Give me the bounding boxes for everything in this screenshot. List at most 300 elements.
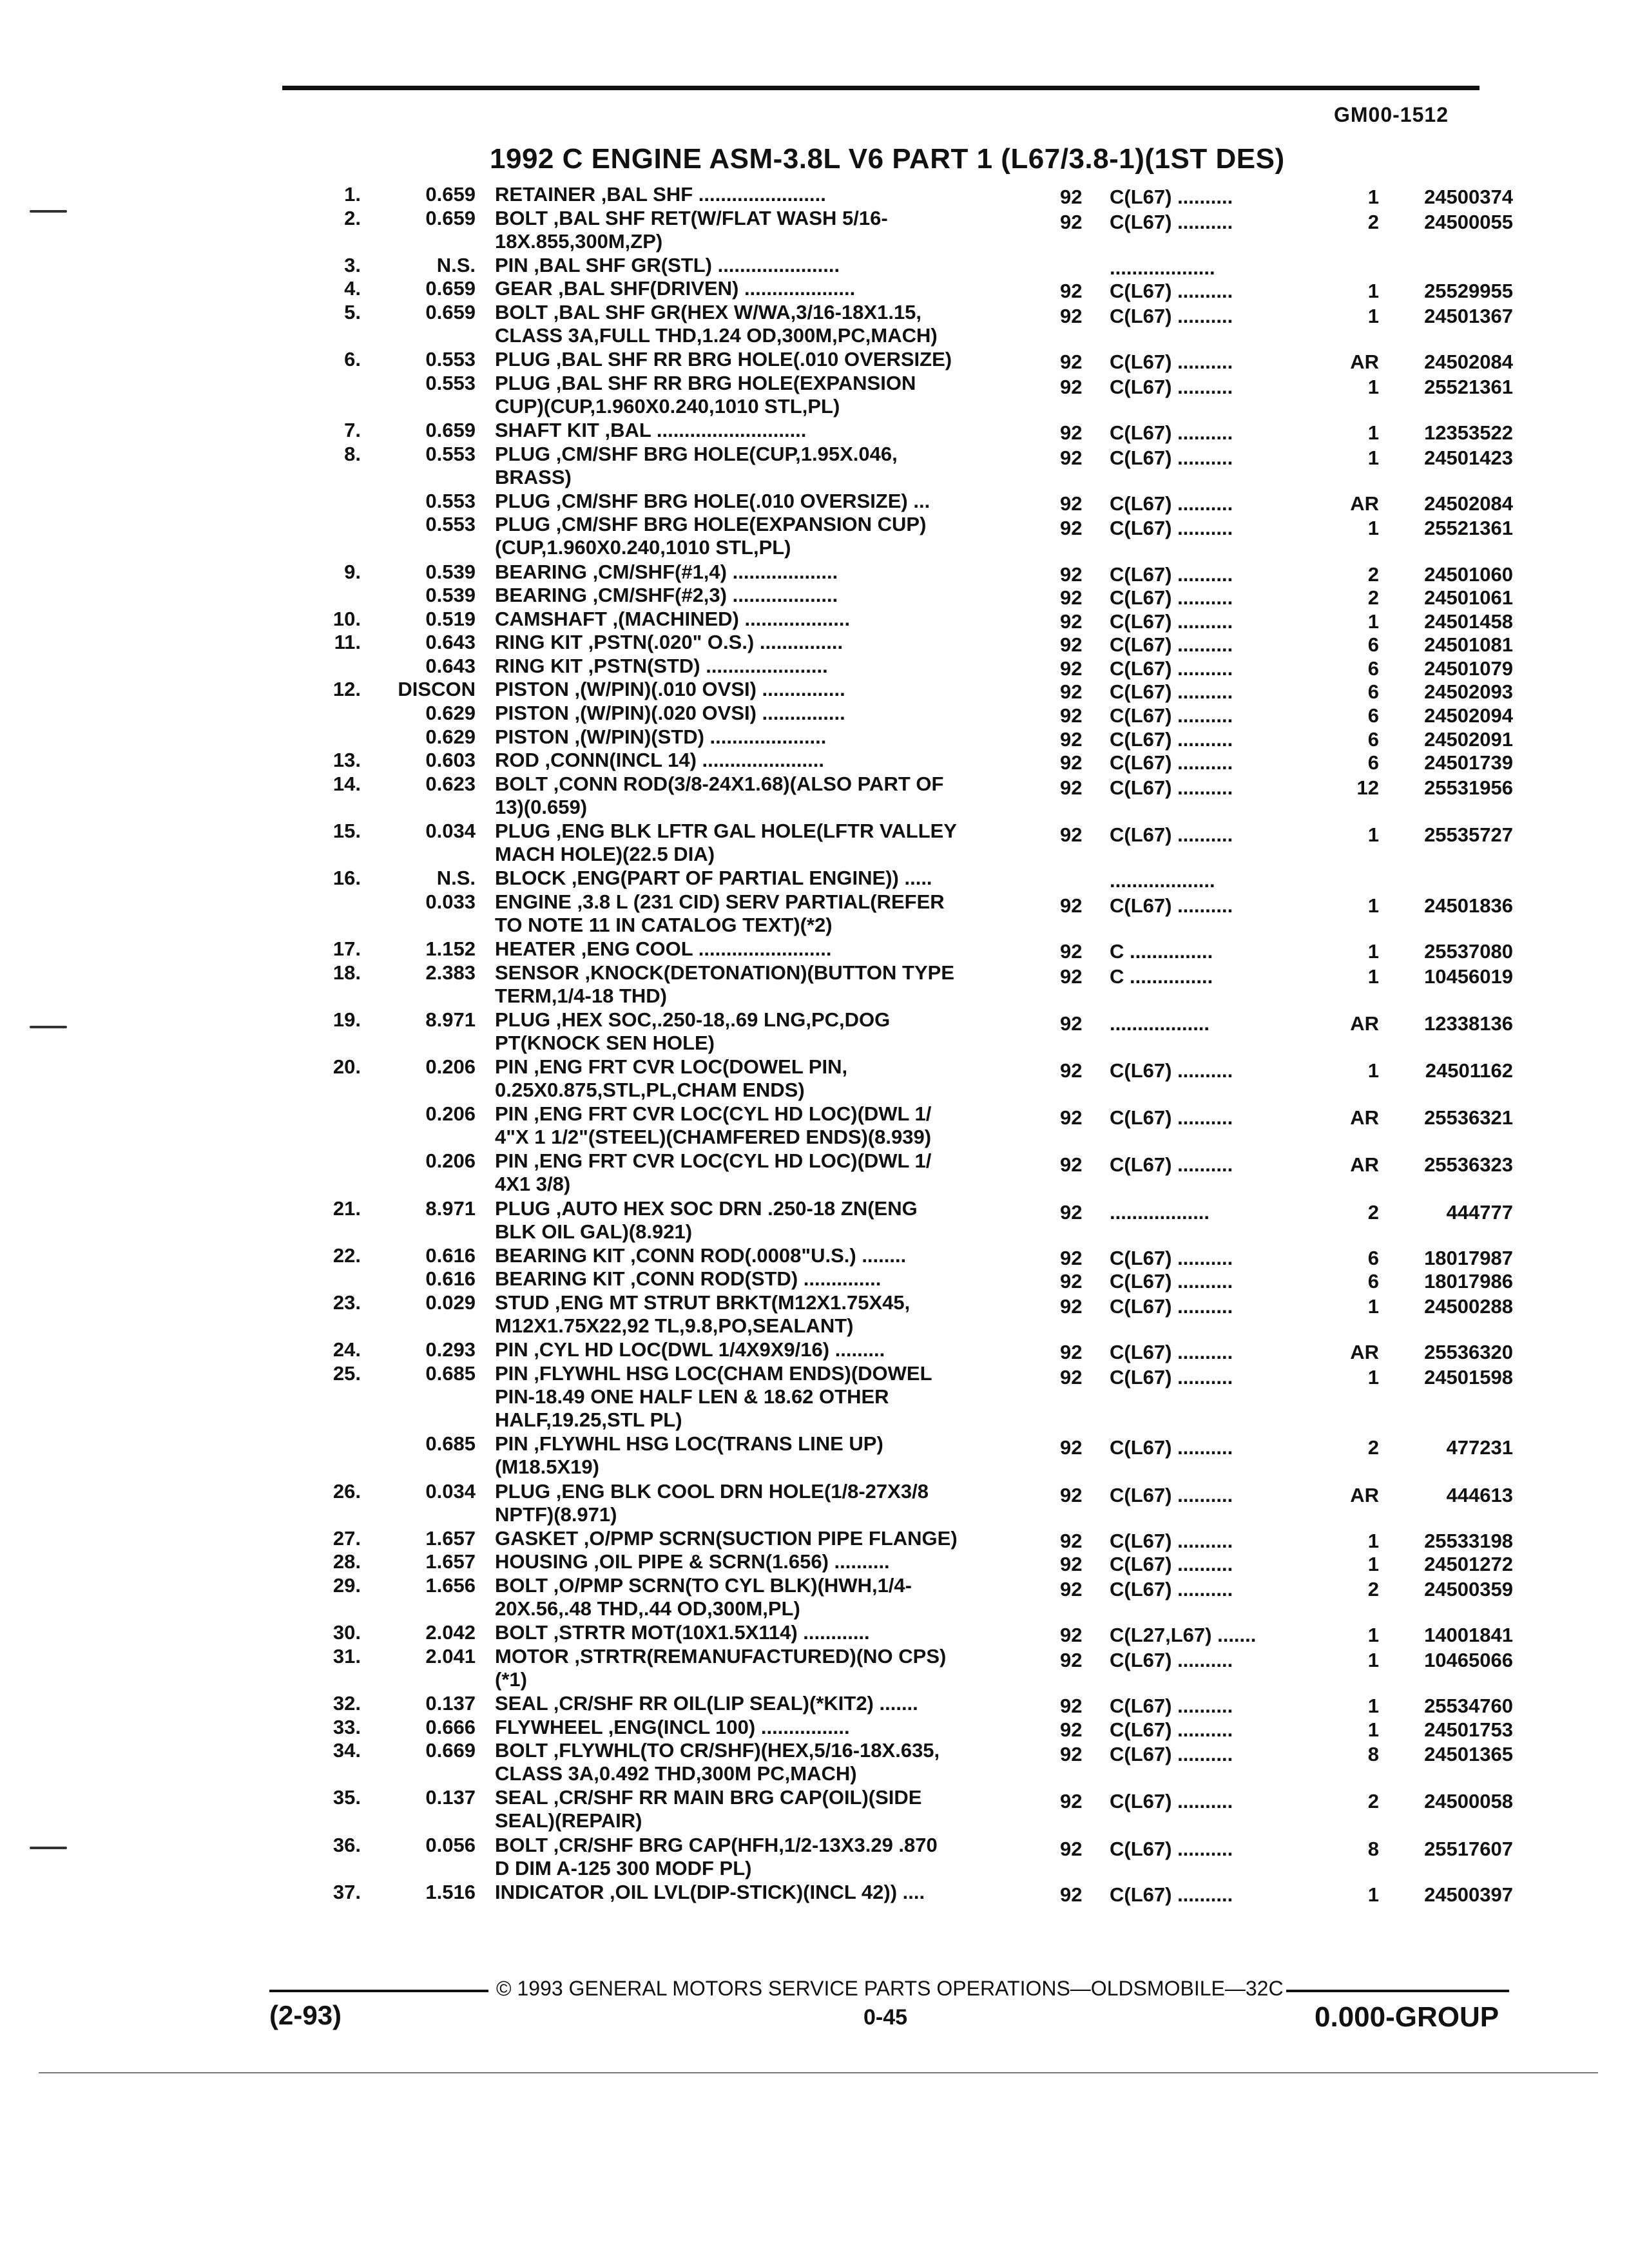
description-line: SHAFT KIT ,BAL ........................... — [495, 418, 807, 441]
usage-code: C(L67) .......... — [1110, 657, 1233, 680]
group-number: 0.553 — [425, 513, 476, 536]
usage-code: C(L67) .......... — [1110, 492, 1233, 515]
item-number: 25. — [333, 1361, 361, 1385]
table-row — [0, 254, 1629, 278]
part-description — [495, 561, 1010, 584]
group-number: N.S. — [436, 867, 476, 890]
usage-code: C(L67) .......... — [1110, 1270, 1233, 1293]
usage-code: C(L67) .......... — [1110, 1648, 1233, 1671]
part-number: 24501365 — [1424, 1743, 1513, 1766]
part-number: 24501423 — [1424, 446, 1513, 469]
part-number: 24502093 — [1424, 680, 1513, 704]
part-description — [495, 1480, 1010, 1526]
description-line: TO NOTE 11 IN CATALOG TEXT)(*2) — [495, 913, 833, 936]
description-line: M12X1.75X22,92 TL,9.8,PO,SEALANT) — [495, 1314, 854, 1337]
description-line: 0.25X0.875,STL,PL,CHAM ENDS) — [495, 1078, 805, 1101]
quantity: 6 — [1367, 704, 1379, 727]
part-number: 25534760 — [1424, 1695, 1513, 1718]
part-description — [495, 1432, 1010, 1479]
part-number: 24501061 — [1424, 586, 1513, 610]
usage-code: C(L67) .......... — [1110, 751, 1233, 774]
item-number: 8. — [344, 442, 361, 465]
part-number: 24501836 — [1424, 894, 1513, 917]
model-year: 92 — [1060, 1837, 1083, 1860]
part-description — [495, 1244, 1010, 1267]
description-line: INDICATOR ,OIL LVL(DIP-STICK)(INCL 42)) .... — [495, 1880, 925, 1903]
item-number: 24. — [333, 1338, 361, 1361]
table-row — [0, 961, 1629, 1008]
part-description — [495, 749, 1010, 772]
group-number: 8.971 — [425, 1008, 476, 1031]
quantity: AR — [1350, 1483, 1379, 1506]
table-row — [0, 207, 1629, 254]
group-number: 0.603 — [425, 749, 476, 772]
model-year: 92 — [1060, 280, 1083, 303]
group-number: N.S. — [436, 253, 476, 276]
description-line: BEARING ,CM/SHF(#1,4) ................... — [495, 560, 838, 583]
quantity: 1 — [1367, 823, 1379, 847]
table-row — [0, 1527, 1629, 1551]
description-line: BEARING ,CM/SHF(#2,3) ................... — [495, 584, 838, 607]
quantity: 1 — [1367, 1059, 1379, 1082]
table-row — [0, 726, 1629, 749]
description-line: HOUSING ,OIL PIPE & SCRN(1.656) .......... — [495, 1550, 890, 1573]
table-row — [0, 749, 1629, 773]
part-description — [495, 961, 1010, 1008]
quantity: 1 — [1367, 1529, 1379, 1552]
group-number: 0.206 — [425, 1102, 476, 1126]
model-year: 92 — [1060, 210, 1083, 233]
model-year: 92 — [1060, 823, 1083, 847]
description-line: (M18.5X19) — [495, 1456, 599, 1479]
usage-code: C(L67) .......... — [1110, 680, 1233, 704]
quantity: AR — [1350, 1341, 1379, 1364]
part-number: 10456019 — [1424, 965, 1513, 988]
description-line: PLUG ,ENG BLK LFTR GAL HOLE(LFTR VALLEY — [495, 820, 957, 843]
item-number: 14. — [333, 772, 361, 795]
part-number: 24502084 — [1424, 492, 1513, 515]
description-line: PT(KNOCK SEN HOLE) — [495, 1031, 715, 1054]
item-number: 29. — [333, 1574, 361, 1597]
quantity: 2 — [1367, 210, 1379, 233]
usage-code: C(L67) .......... — [1110, 586, 1233, 610]
part-number: 25536323 — [1424, 1153, 1513, 1177]
table-row — [0, 513, 1629, 560]
part-description — [495, 1692, 1010, 1715]
quantity: 8 — [1367, 1743, 1379, 1766]
group-number: 0.643 — [425, 631, 476, 654]
item-number: 13. — [333, 749, 361, 772]
group-number: 2.041 — [425, 1644, 476, 1667]
description-line: PLUG ,BAL SHF RR BRG HOLE(EXPANSION — [495, 371, 916, 394]
group-number: 2.042 — [425, 1621, 476, 1644]
model-year: 92 — [1060, 1883, 1083, 1906]
part-number: 24500374 — [1424, 186, 1513, 208]
item-number: 21. — [333, 1196, 361, 1220]
description-line: PLUG ,HEX SOC,.250-18,.69 LNG,PC,DOG — [495, 1008, 891, 1031]
group-number: 0.669 — [425, 1739, 476, 1762]
quantity: 1 — [1367, 446, 1379, 469]
model-year: 92 — [1060, 1294, 1083, 1318]
description-line: (CUP,1.960X0.240,1010 STL,PL) — [495, 536, 791, 559]
table-row — [0, 1055, 1629, 1102]
part-number: 24501162 — [1425, 1059, 1513, 1082]
item-number: 20. — [333, 1055, 361, 1078]
group-number: 0.206 — [425, 1149, 476, 1173]
usage-code: C(L67) .......... — [1110, 446, 1233, 469]
quantity: 1 — [1367, 1553, 1379, 1576]
table-row — [0, 1432, 1629, 1479]
table-row — [0, 1008, 1629, 1055]
table-row — [0, 419, 1629, 443]
usage-code: C(L67) .......... — [1110, 1483, 1233, 1506]
part-description — [495, 490, 1010, 513]
part-number: 25517607 — [1424, 1837, 1513, 1860]
quantity: 2 — [1367, 1436, 1379, 1459]
usage-code: ................... — [1110, 869, 1215, 892]
table-row — [0, 1692, 1629, 1716]
part-number: 18017986 — [1424, 1270, 1513, 1293]
group-number: 0.034 — [425, 1479, 476, 1503]
group-number: 0.137 — [425, 1786, 476, 1809]
usage-code: C(L67) .......... — [1110, 823, 1233, 847]
item-number: 12. — [333, 678, 361, 701]
model-year: 92 — [1060, 633, 1083, 657]
model-year: 92 — [1060, 704, 1083, 727]
description-line: HEATER ,ENG COOL ........................ — [495, 937, 832, 960]
description-line: RING KIT ,PSTN(STD) ...................... — [495, 654, 828, 677]
description-line: TERM,1/4-18 THD) — [495, 984, 667, 1007]
part-description — [495, 867, 1010, 890]
group-number: 0.666 — [425, 1715, 476, 1738]
description-line: MOTOR ,STRTR(REMANUFACTURED)(NO CPS) — [495, 1644, 947, 1667]
description-line: 20X.56,.48 THD,.44 OD,300M,PL) — [495, 1597, 800, 1620]
model-year: 92 — [1060, 751, 1083, 774]
quantity: 1 — [1367, 1624, 1379, 1647]
description-line: SEAL ,CR/SHF RR MAIN BRG CAP(OIL)(SIDE — [495, 1786, 922, 1809]
usage-code: C(L67) .......... — [1110, 1578, 1233, 1601]
part-number: 24501367 — [1424, 304, 1513, 327]
usage-code: C(L27,L67) ....... — [1110, 1624, 1257, 1647]
item-number: 19. — [333, 1008, 361, 1031]
model-year: 92 — [1060, 1246, 1083, 1269]
table-row — [0, 490, 1629, 514]
part-number: 18017987 — [1424, 1246, 1513, 1269]
item-number: 33. — [333, 1715, 361, 1738]
table-row — [0, 631, 1629, 655]
quantity: 1 — [1367, 610, 1379, 633]
part-number: 14001841 — [1424, 1624, 1513, 1647]
part-description — [495, 1338, 1010, 1361]
part-description — [495, 773, 1010, 819]
footer-rule-right — [1286, 1990, 1509, 1992]
group-number: 0.539 — [425, 560, 476, 583]
part-description — [495, 1527, 1010, 1550]
table-row — [0, 277, 1629, 301]
part-number: 10465066 — [1424, 1648, 1513, 1671]
usage-code: C(L67) .......... — [1110, 776, 1233, 799]
quantity: 1 — [1367, 186, 1379, 208]
item-number: 5. — [344, 300, 361, 323]
group-number: 1.657 — [425, 1526, 476, 1550]
part-description — [495, 1834, 1010, 1880]
quantity: AR — [1350, 492, 1379, 515]
item-number: 27. — [333, 1526, 361, 1550]
description-line: PIN ,ENG FRT CVR LOC(CYL HD LOC)(DWL 1/ — [495, 1149, 932, 1173]
part-description — [495, 631, 1010, 654]
table-row — [0, 1244, 1629, 1268]
table-row — [0, 1338, 1629, 1362]
description-line: RING KIT ,PSTN(.020" O.S.) ............... — [495, 631, 843, 654]
table-row — [0, 655, 1629, 678]
model-year: 92 — [1060, 351, 1083, 374]
item-number: 4. — [344, 277, 361, 300]
usage-code: C ............... — [1110, 940, 1213, 963]
group-number: 0.033 — [425, 890, 476, 913]
usage-code: C(L67) .......... — [1110, 517, 1233, 540]
description-line: CAMSHAFT ,(MACHINED) ................... — [495, 607, 851, 630]
quantity: 6 — [1367, 680, 1379, 704]
model-year: 92 — [1060, 1436, 1083, 1459]
part-description — [495, 655, 1010, 678]
item-number: 32. — [333, 1692, 361, 1715]
group-number: 0.539 — [425, 584, 476, 607]
description-line: 13)(0.659) — [495, 795, 588, 818]
part-number: 25536321 — [1424, 1106, 1513, 1129]
model-year: 92 — [1060, 1624, 1083, 1647]
group-number: 0.553 — [425, 348, 476, 371]
group-number: 0.137 — [425, 1692, 476, 1715]
model-year: 92 — [1060, 1790, 1083, 1813]
part-description — [495, 183, 1010, 206]
item-number: 6. — [344, 348, 361, 371]
item-number: 3. — [344, 253, 361, 276]
table-row — [0, 561, 1629, 584]
usage-code: C(L67) .......... — [1110, 210, 1233, 233]
part-description — [495, 372, 1010, 418]
part-description — [495, 726, 1010, 749]
group-number: 0.659 — [425, 206, 476, 229]
usage-code: C(L67) .......... — [1110, 894, 1233, 917]
usage-code: C(L67) .......... — [1110, 1106, 1233, 1129]
usage-code: C(L67) .......... — [1110, 1718, 1233, 1741]
part-number: 25529955 — [1424, 280, 1513, 303]
description-line: PISTON ,(W/PIN)(.010 OVSI) ............... — [495, 678, 845, 701]
description-line: PLUG ,CM/SHF BRG HOLE(.010 OVERSIZE) ... — [495, 489, 930, 512]
usage-code: C(L67) .......... — [1110, 1529, 1233, 1552]
description-line: BEARING KIT ,CONN ROD(.0008"U.S.) ........ — [495, 1244, 907, 1267]
group-number: 0.659 — [425, 277, 476, 300]
part-number: 25521361 — [1424, 375, 1513, 398]
description-line: 4"X 1 1/2"(STEEL)(CHAMFERED ENDS)(8.939) — [495, 1126, 932, 1149]
part-number: 24500359 — [1424, 1578, 1513, 1601]
table-row — [0, 348, 1629, 372]
part-description — [495, 348, 1010, 371]
part-number: 25537080 — [1424, 940, 1513, 963]
usage-code: C(L67) .......... — [1110, 1743, 1233, 1766]
table-row — [0, 1149, 1629, 1196]
description-line: GEAR ,BAL SHF(DRIVEN) .................... — [495, 277, 856, 300]
description-line: HALF,19.25,STL PL) — [495, 1408, 682, 1431]
table-row — [0, 1716, 1629, 1740]
description-line: BOLT ,CR/SHF BRG CAP(HFH,1/2-13X3.29 .870 — [495, 1833, 938, 1856]
usage-code: C(L67) .......... — [1110, 1436, 1233, 1459]
quantity: 1 — [1367, 304, 1379, 327]
quantity: 1 — [1367, 965, 1379, 988]
part-description — [495, 820, 1010, 866]
model-year: 92 — [1060, 776, 1083, 799]
quantity: 1 — [1367, 280, 1379, 303]
part-description — [495, 1574, 1010, 1620]
description-line: CLASS 3A,0.492 THD,300M PC,MACH) — [495, 1762, 857, 1785]
table-row — [0, 1480, 1629, 1527]
usage-code: C(L67) .......... — [1110, 375, 1233, 398]
description-line: BEARING KIT ,CONN ROD(STD) .............. — [495, 1267, 882, 1291]
group-number: 0.616 — [425, 1267, 476, 1291]
part-description — [495, 1008, 1010, 1055]
part-description — [495, 678, 1010, 701]
part-number: 24500288 — [1424, 1294, 1513, 1318]
description-line: PIN ,FLYWHL HSG LOC(TRANS LINE UP) — [495, 1432, 883, 1456]
item-number: 11. — [334, 631, 361, 654]
table-row — [0, 1786, 1629, 1833]
description-line: GASKET ,O/PMP SCRN(SUCTION PIPE FLANGE) — [495, 1526, 958, 1550]
part-number: 24500055 — [1424, 210, 1513, 233]
description-line: BRASS) — [495, 465, 572, 488]
table-row — [0, 1645, 1629, 1692]
item-number: 36. — [333, 1833, 361, 1856]
model-year: 92 — [1060, 1578, 1083, 1601]
description-line: PIN-18.49 ONE HALF LEN & 18.62 OTHER — [495, 1385, 889, 1408]
table-row — [0, 1267, 1629, 1291]
model-year: 92 — [1060, 1529, 1083, 1552]
item-number: 28. — [333, 1550, 361, 1573]
table-row — [0, 608, 1629, 631]
item-number: 26. — [333, 1479, 361, 1503]
group-number: 0.029 — [425, 1291, 476, 1314]
item-number: 7. — [344, 418, 361, 441]
quantity: 1 — [1367, 421, 1379, 444]
model-year: 92 — [1060, 446, 1083, 469]
model-year: 92 — [1060, 940, 1083, 963]
usage-code: C(L67) .......... — [1110, 1365, 1233, 1389]
table-row — [0, 773, 1629, 820]
description-line: RETAINER ,BAL SHF ....................... — [495, 183, 826, 206]
part-description — [495, 1645, 1010, 1691]
part-description — [495, 277, 1010, 300]
catalog-code: GM00-1512 — [1334, 103, 1449, 126]
part-number: 25536320 — [1424, 1341, 1513, 1364]
part-number: 477231 — [1446, 1436, 1513, 1459]
quantity: 1 — [1367, 1718, 1379, 1741]
model-year: 92 — [1060, 517, 1083, 540]
usage-code: C(L67) .......... — [1110, 1883, 1233, 1906]
part-number: 12338136 — [1424, 1012, 1513, 1035]
model-year: 92 — [1060, 894, 1083, 917]
description-line: PLUG ,CM/SHF BRG HOLE(EXPANSION CUP) — [495, 513, 927, 536]
quantity: 6 — [1367, 751, 1379, 774]
usage-code: C(L67) .......... — [1110, 1837, 1233, 1860]
group-number: 0.034 — [425, 820, 476, 843]
quantity: AR — [1350, 1106, 1379, 1129]
table-row — [0, 584, 1629, 608]
table-row — [0, 1881, 1629, 1905]
group-number: 0.519 — [425, 607, 476, 630]
part-number: 25535727 — [1424, 823, 1513, 847]
quantity: 1 — [1367, 1365, 1379, 1389]
quantity: AR — [1350, 1153, 1379, 1177]
usage-code: C(L67) .......... — [1110, 704, 1233, 727]
description-line: CUP)(CUP,1.960X0.240,1010 STL,PL) — [495, 394, 840, 418]
model-year: 92 — [1060, 375, 1083, 398]
quantity: 6 — [1367, 1270, 1379, 1293]
group-number: 1.152 — [425, 937, 476, 960]
description-line: BLK OIL GAL)(8.921) — [495, 1220, 693, 1243]
description-line: PIN ,BAL SHF GR(STL) ...................... — [495, 253, 840, 276]
part-number: 444613 — [1446, 1483, 1513, 1506]
model-year: 92 — [1060, 1648, 1083, 1671]
quantity: 1 — [1367, 940, 1379, 963]
usage-code: C(L67) .......... — [1110, 186, 1233, 208]
copyright-text: © 1993 GENERAL MOTORS SERVICE PARTS OPERATIONS—OLDSMOBILE—32C — [496, 1977, 1284, 2000]
item-number: 16. — [333, 867, 361, 890]
model-year: 92 — [1060, 562, 1083, 586]
description-line: PIN ,CYL HD LOC(DWL 1/4X9X9/16) ......... — [495, 1338, 885, 1361]
usage-code: C(L67) .......... — [1110, 562, 1233, 586]
quantity: AR — [1350, 1012, 1379, 1035]
description-line: BOLT ,BAL SHF RET(W/FLAT WASH 5/16- — [495, 206, 888, 229]
usage-code: C(L67) .......... — [1110, 351, 1233, 374]
model-year: 92 — [1060, 304, 1083, 327]
model-year: 92 — [1060, 657, 1083, 680]
model-year: 92 — [1060, 186, 1083, 208]
table-row — [0, 443, 1629, 490]
model-year: 92 — [1060, 1153, 1083, 1177]
item-number: 34. — [333, 1739, 361, 1762]
part-number: 24501272 — [1424, 1553, 1513, 1576]
table-row — [0, 1291, 1629, 1338]
usage-code: C(L67) .......... — [1110, 280, 1233, 303]
description-line: PISTON ,(W/PIN)(STD) ..................... — [495, 725, 827, 748]
description-line: SEAL ,CR/SHF RR OIL(LIP SEAL)(*KIT2) ....... — [495, 1692, 918, 1715]
parts-table — [0, 183, 1629, 1904]
usage-code: C(L67) .......... — [1110, 1294, 1233, 1318]
part-description — [495, 1197, 1010, 1244]
description-line: PIN ,FLYWHL HSG LOC(CHAM ENDS)(DOWEL — [495, 1361, 932, 1385]
quantity: 2 — [1367, 562, 1379, 586]
group-number: 0.206 — [425, 1055, 476, 1078]
part-description — [495, 1739, 1010, 1785]
description-line: BOLT ,FLYWHL(TO CR/SHF)(HEX,5/16-18X.635, — [495, 1739, 940, 1762]
quantity: 12 — [1356, 776, 1379, 799]
description-line: BOLT ,STRTR MOT(10X1.5X114) ............ — [495, 1621, 870, 1644]
usage-code: C(L67) .......... — [1110, 1341, 1233, 1364]
group-label: 0.000-GROUP — [1315, 2001, 1499, 2033]
group-number: DISCON — [398, 678, 476, 701]
description-line: PLUG ,BAL SHF RR BRG HOLE(.010 OVERSIZE) — [495, 348, 952, 371]
part-description — [495, 584, 1010, 607]
model-year: 92 — [1060, 1012, 1083, 1035]
usage-code: .................. — [1110, 1012, 1210, 1035]
model-year: 92 — [1060, 680, 1083, 704]
group-number: 0.293 — [425, 1338, 476, 1361]
model-year: 92 — [1060, 1743, 1083, 1766]
footer-rule-left — [269, 1990, 488, 1992]
description-line: PLUG ,ENG BLK COOL DRN HOLE(1/8-27X3/8 — [495, 1479, 929, 1503]
part-description — [495, 1716, 1010, 1739]
description-line: FLYWHEEL ,ENG(INCL 100) ................ — [495, 1715, 850, 1738]
part-description — [495, 1550, 1010, 1573]
